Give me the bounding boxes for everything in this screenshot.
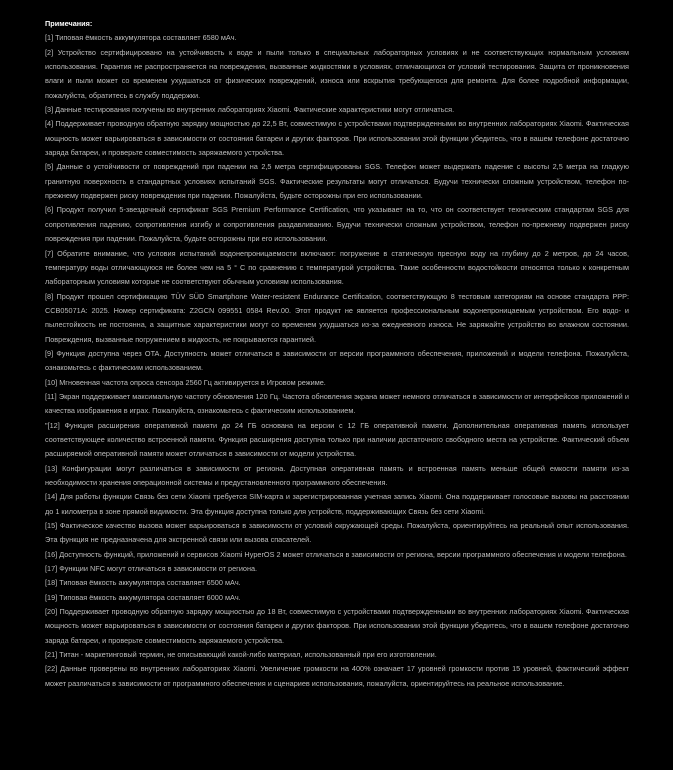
footnote-6: [6] Продукт получил 5-звездочный сертификат SGS Premium Performance Certification, что указывает на то, что он соответствует техническим стандартам SGS для сопротивления падению, сопротивления изгибу и сопротивления раздавливанию. Будучи технически сложным устройством, телефон по-прежнему подвержен риску повреждения при падении. Пожалуйста, будьте осторожны при его использовании. <box>45 205 629 244</box>
footnote-17: [17] Функции NFC могут отличаться в зависимости от региона. <box>45 564 258 574</box>
notes-title: Примечания: <box>45 19 93 28</box>
footnote-14: [14] Для работы функции Связь без сети Xiaomi требуется SIM-карта и зарегистрированная учетная запись Xiaomi. Она поддерживает голосовые вызовы на расстоянии до 1 километра в зоне прямой видимости. Эта функция доступна только для устройств, поддерживающих Связь без сети Xiaomi. <box>45 492 629 516</box>
footnote-10: [10] Мгновенная частота опроса сенсора 2560 Гц активируется в Игровом режиме. <box>45 377 326 387</box>
footnote-12: "[12] Функция расширения оперативной памяти до 24 ГБ основана на версии с 12 ГБ оперативной памяти. Дополнительная оперативная память использует соответствующее количество встроенной памяти. Функция расширения доступна только при наличии достаточного свободного места на устройстве. Фактический объем расширяемой оперативной памяти может отличаться в зависимости от модели устройства. <box>45 420 629 459</box>
footnote-15: [15] Фактическое качество вызова может варьироваться в зависимости от условий окружающей среды. Пожалуйста, ориентируйтесь на реальный опыт использования. Эта функция не предназначена для экстренной связи или вызова спасателей. <box>45 521 629 545</box>
footnote-8: [8] Продукт прошел сертификацию TÜV SÜD Smartphone Water-resistent Endurance Certification, соответствующую 8 тестовым категориям на основе стандарта PPP: CCB05071A: 2025. Номер сертификата: Z2GCN 099551 0584 Rev.00. Этот продукт не является профессиональным водонепроницаемым устройством. Его водо- и пылестойкость не постоянна, а защитные характеристики могут со временем ухудшаться из-за ежедневного износа. Не заряжайте устройство во влажном состоянии. Повреждения, вызванные погружением в жидкость, не покрываются гарантией. <box>45 291 629 344</box>
footnote-21: [21] Титан - маркетинговый термин, не описывающий какой-либо материал, использованный при его изготовлении. <box>45 650 437 660</box>
footnote-3: [3] Данные тестирования получены во внутренних лабораториях Xiaomi. Фактические характеристики могут отличаться. <box>45 105 455 115</box>
footnote-19: [19] Типовая ёмкость аккумулятора составляет 6000 мАч. <box>45 592 241 602</box>
footnote-2: [2] Устройство сертифицировано на устойчивость к воде и пыли только в специальных лабораторных условиях и не соответствующих нормальным условиям использования. Гарантия не распространяется на повреждения, вызванные жидкостями в условиях, отличающихся от условий тестирования. Защита от проникновения влаги и пыли может со временем ухудшаться от физических повреждений, износа или вскрытия требующегося для ремонта. Для более подробной информации, пожалуйста, обратитесь в службу поддержки. <box>45 47 629 100</box>
footnotes-section <box>45 17 629 691</box>
footnote-5: [5] Данные о устойчивости от повреждений при падении на 2,5 метра сертифицированы SGS. Телефон может выдержать падение с высоты 2,5 метра на гладкую гранитную поверхность в стандартных условиях испытаний SGS. Фактические результаты могут отличаться. Будучи технически сложным устройством, телефон по-прежнему подвержен риску повреждения при падении. Пожалуйста, будьте осторожны при его использовании. <box>45 162 629 201</box>
footnote-13: [13] Конфигурации могут различаться в зависимости от региона. Доступная оперативная память и встроенная память меньше общей емкости памяти из-за необходимости хранения операционной системы и предустановленного программного обеспечения. <box>45 463 629 487</box>
footnote-11: [11] Экран поддерживает максимальную частоту обновления 120 Гц. Частота обновления экрана может немного отличаться в зависимости от интерфейсов приложений и качества изображения в играх. Пожалуйста, ознакомьтесь с фактическим использованием. <box>45 391 629 416</box>
footnote-22: [22] Данные проверены во внутренних лабораториях Xiaomi. Увеличение громкости на 400% означает 17 уровней громкости против 15 уровней, фактический эффект может различаться в зависимости от программного обеспечения и сценариев использования, пожалуйста, ориентируйтесь на реальное использование. <box>45 664 629 688</box>
footnote-20: [20] Поддерживает проводную обратную зарядку мощностью до 18 Вт, совместимую с устройствами подтвержденными во внутренних лабораториях Xiaomi. Фактическая мощность может варьироваться в зависимости от состояния батареи и других факторов. При использовании этой функции убедитесь, что в вашем телефоне достаточно заряда батареи, и проверьте совместимость заряжаемого устройства. <box>45 607 629 645</box>
footnote-9: [9] Функция доступна через OTA. Доступность может отличаться в зависимости от версии программного обеспечения, приложений и модели телефона. Пожалуйста, ознакомьтесь с фактическим использованием. <box>45 348 629 373</box>
footnote-18: [18] Типовая ёмкость аккумулятора составляет 6500 мАч. <box>45 578 241 588</box>
footnote-16: [16] Доступность функций, приложений и сервисов Xiaomi HyperOS 2 может отличаться в зависимости от региона, версии программного обеспечения и модели телефона. <box>45 549 627 559</box>
footnote-4: [4] Поддерживает проводную обратную зарядку мощностью до 22,5 Вт, совместимую с устройствами подтвержденными во внутренних лабораториях Xiaomi. Фактическая мощность может варьироваться в зависимости от состояния батареи и других факторов. При использовании этой функции убедитесь, что в вашем телефоне достаточно заряда батареи, и проверьте совместимость заряжаемого устройства. <box>45 119 629 158</box>
footnote-7: [7] Обратите внимание, что условия испытаний водонепроницаемости включают: погружение в статическую пресную воду на глубину до 2 метров, до 24 часов, температуру воды отличающуюся не более чем на 5 ° C по сравнению с температурой устройства. Такие особенности водостойкости относятся только к конкретным лабораторным условиям которые не соответствуют обычным условиям использования. <box>45 248 629 287</box>
footnote-1: [1] Типовая ёмкость аккумулятора составляет 6580 мАч. <box>45 33 237 43</box>
